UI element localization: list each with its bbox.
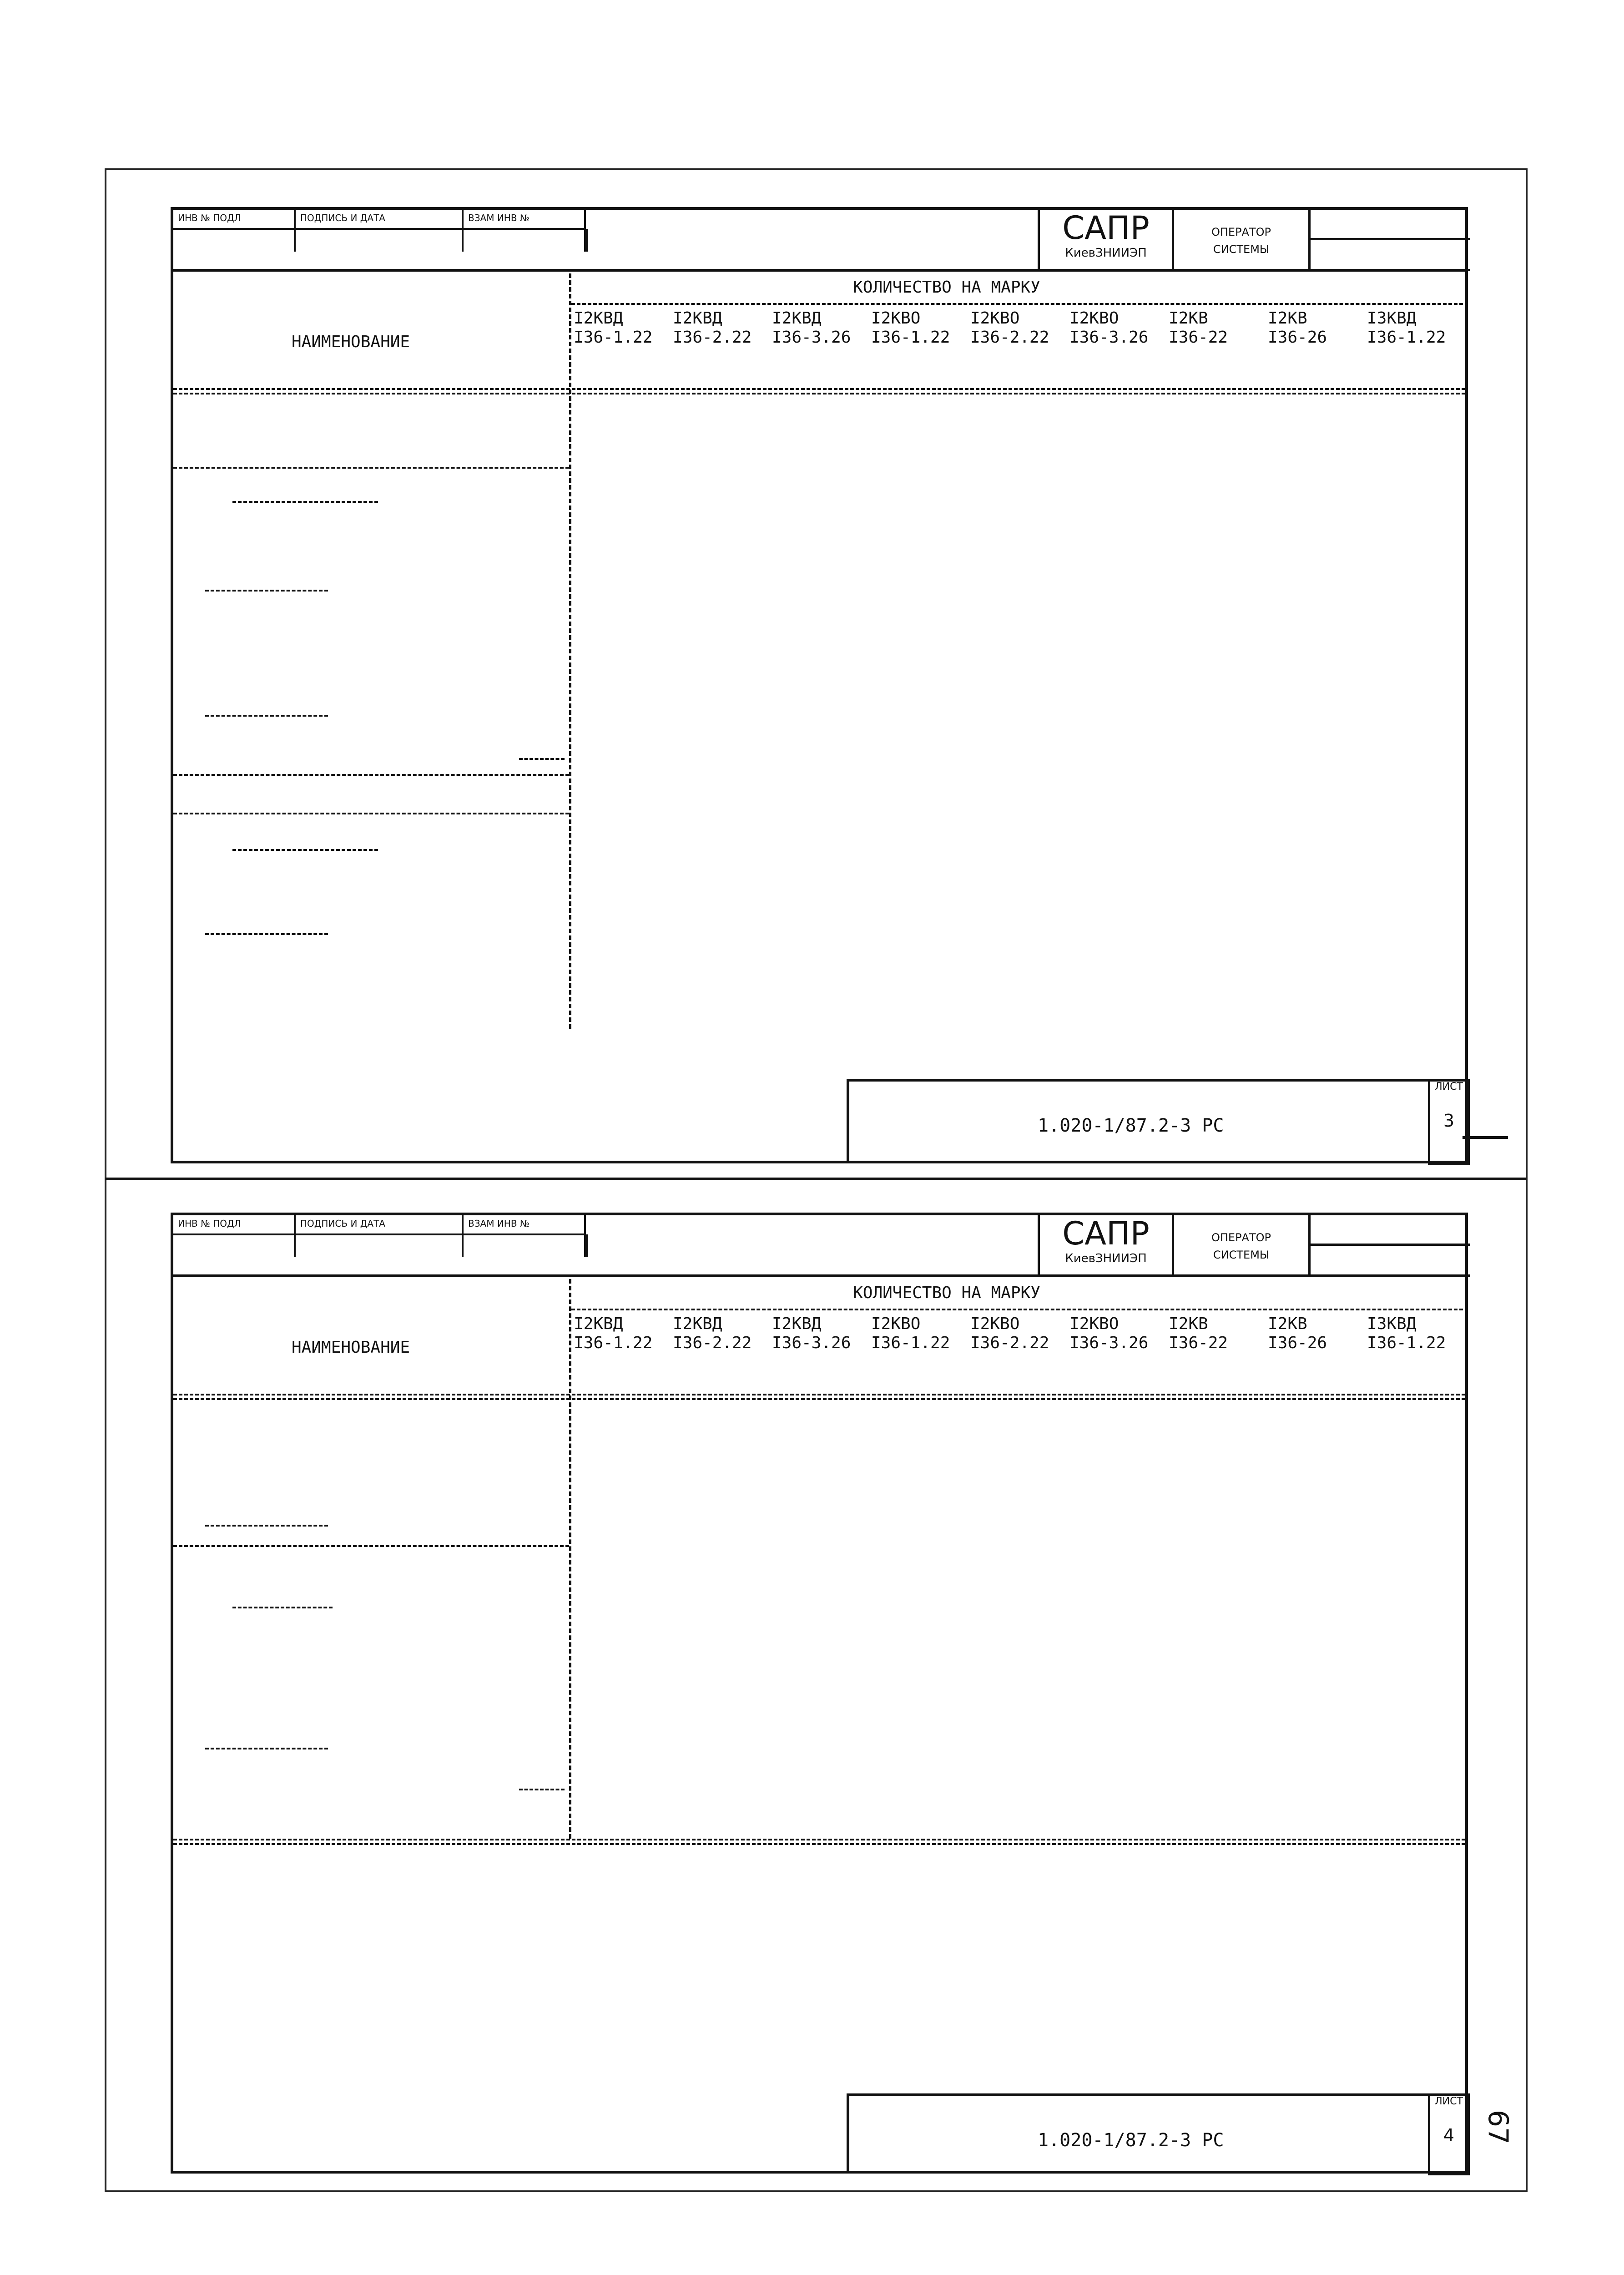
- label-underline: [205, 590, 328, 592]
- page-divider: [105, 1178, 1526, 1180]
- sheet-number-box: [1428, 1079, 1470, 1165]
- column-header-mark: I2КВД: [574, 1314, 623, 1333]
- section-divider: [173, 1545, 569, 1547]
- sheet-label: ЛИСТ: [1435, 1081, 1463, 1092]
- label-underline: [232, 849, 378, 851]
- column-header-series: I36-2.22: [673, 328, 752, 347]
- column-header-mark: I2КВО: [970, 309, 1020, 328]
- column-separator: [569, 1279, 571, 1839]
- column-header-mark: I2КВД: [772, 1314, 822, 1333]
- sheet-number: 4: [1443, 2125, 1455, 2145]
- column-header-series: I36-1.22: [871, 328, 950, 347]
- sapr-logo-text: САПР: [1062, 209, 1150, 247]
- header-line: [173, 269, 1465, 272]
- sapr-logo: [1040, 1215, 1174, 1274]
- column-header-series: I36-22: [1169, 1334, 1228, 1352]
- column-header-series: I36-22: [1169, 328, 1228, 347]
- column-header-mark: I2КВО: [1069, 1314, 1119, 1333]
- label-underline: [205, 933, 328, 935]
- stamp-label: ПОДПИСЬ И ДАТА: [296, 1215, 464, 1234]
- section-divider: [173, 467, 569, 469]
- column-header-series: I36-1.22: [574, 1334, 653, 1352]
- column-group-title: КОЛИЧЕСТВО НА МАРКУ: [853, 278, 1040, 297]
- column-header-series: I36-3.26: [772, 328, 851, 347]
- sheet-1-tick: [1463, 1136, 1508, 1139]
- column-header-mark: I2КВ: [1169, 1314, 1208, 1333]
- label-underline: [205, 715, 328, 717]
- stamp-label: ИНВ № ПОДЛ: [173, 1215, 296, 1234]
- label-underline: [519, 758, 565, 760]
- column-header-series: I36-2.22: [673, 1334, 752, 1352]
- label-underline: [205, 1748, 328, 1749]
- stamp-label: ВЗАМ ИНВ №: [468, 212, 530, 223]
- operator-label: ОПЕРАТОР СИСТЕМЫ: [1174, 210, 1311, 269]
- approval-stamp-fields: [173, 229, 588, 252]
- label-underline: [205, 1525, 328, 1527]
- column-header-series: I36-26: [1268, 1334, 1327, 1352]
- column-header-mark: I2КВ: [1169, 309, 1208, 328]
- header-double-line: [173, 1394, 1465, 1400]
- header-double-line: [173, 388, 1465, 394]
- column-header-series: I36-3.26: [772, 1334, 851, 1352]
- column-header-mark: I2КВД: [574, 309, 623, 328]
- column-header-mark: I3КВД: [1367, 1314, 1417, 1333]
- column-header-mark: I2КВО: [970, 1314, 1020, 1333]
- column-group-title: КОЛИЧЕСТВО НА МАРКУ: [853, 1284, 1040, 1302]
- column-separator: [569, 273, 571, 1029]
- column-header-series: I36-3.26: [1069, 328, 1149, 347]
- approval-stamp: [173, 210, 586, 230]
- column-header-mark: I2КВО: [1069, 309, 1119, 328]
- column-header-series: I36-1.22: [574, 328, 653, 347]
- column-header-mark: I2КВ: [1268, 1314, 1307, 1333]
- document-code: 1.020-1/87.2-3 РС: [1038, 1115, 1224, 1136]
- table-end-double-line: [173, 1839, 1465, 1845]
- column-header-series: I36-26: [1268, 328, 1327, 347]
- column-header-mark: I2КВ: [1268, 309, 1307, 328]
- name-column-title: НАИМЕНОВАНИЕ: [292, 1338, 410, 1357]
- sapr-logo: [1040, 210, 1174, 269]
- column-header-mark: I2КВД: [673, 1314, 722, 1333]
- sheet-label: ЛИСТ: [1435, 2096, 1463, 2107]
- stamp-label: ПОДПИСЬ И ДАТА: [296, 210, 464, 228]
- sapr-block: [1038, 210, 1470, 271]
- sapr-block: [1038, 1215, 1470, 1277]
- label-underline: [232, 501, 378, 503]
- header-line: [173, 1274, 1465, 1277]
- sheet-1: [171, 207, 1468, 1163]
- column-header-mark: I3КВД: [1367, 309, 1417, 328]
- operator-field: [1311, 1215, 1470, 1274]
- column-header-mark: I2КВО: [871, 309, 921, 328]
- column-header-series: I36-1.22: [1367, 328, 1446, 347]
- column-header-mark: I2КВД: [673, 309, 722, 328]
- column-header-series: I36-1.22: [1367, 1334, 1446, 1352]
- section-divider: [173, 774, 569, 776]
- column-header-series: I36-2.22: [970, 328, 1049, 347]
- document-code: 1.020-1/87.2-3 РС: [1038, 2130, 1224, 2151]
- sheet-number-box: [1428, 2093, 1470, 2175]
- column-header-series: I36-1.22: [871, 1334, 950, 1352]
- approval-stamp-fields: [173, 1234, 588, 1257]
- label-underline: [519, 1789, 565, 1790]
- name-column-title: НАИМЕНОВАНИЕ: [292, 333, 410, 351]
- header-dash-line: [571, 1309, 1463, 1310]
- column-header-mark: I2КВО: [871, 1314, 921, 1333]
- header-dash-line: [571, 303, 1463, 305]
- label-underline: [232, 1607, 333, 1608]
- approval-stamp: [173, 1215, 586, 1235]
- sheet-number: 3: [1443, 1111, 1455, 1131]
- sheet-2: [171, 1213, 1468, 2174]
- stamp-label: ВЗАМ ИНВ №: [468, 1218, 530, 1229]
- section-divider: [173, 813, 569, 814]
- column-header-series: I36-2.22: [970, 1334, 1049, 1352]
- operator-label: ОПЕРАТОР СИСТЕМЫ: [1174, 1215, 1311, 1274]
- sapr-org: КиевЗНИИЭП: [1065, 246, 1147, 260]
- column-header-series: I36-3.26: [1069, 1334, 1149, 1352]
- sapr-logo-text: САПР: [1062, 1215, 1150, 1252]
- sapr-org: КиевЗНИИЭП: [1065, 1252, 1147, 1265]
- side-page-number: 67: [1482, 2109, 1514, 2145]
- operator-field: [1311, 210, 1470, 269]
- column-header-mark: I2КВД: [772, 309, 822, 328]
- stamp-label: ИНВ № ПОДЛ: [173, 210, 296, 228]
